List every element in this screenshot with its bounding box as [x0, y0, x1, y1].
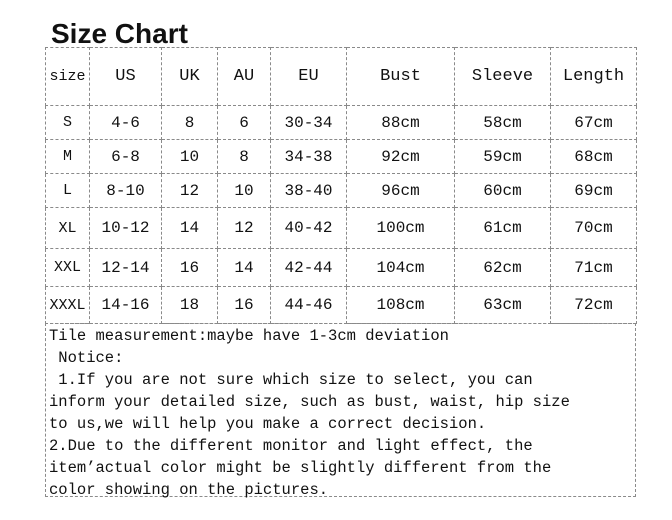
bust-cell: 108cm [347, 287, 455, 324]
bust-cell: 96cm [347, 174, 455, 208]
table-row [46, 106, 637, 140]
length-cell: 67cm [551, 106, 637, 140]
size-cell: XL [46, 208, 90, 249]
au-cell: 10 [218, 174, 271, 208]
column-header-bust: Bust [347, 48, 455, 106]
us-cell: 4-6 [90, 106, 162, 140]
au-cell: 6 [218, 106, 271, 140]
size-cell: XXXL [46, 287, 90, 324]
size-cell: M [46, 140, 90, 174]
au-cell: 12 [218, 208, 271, 249]
measurement-note: Tile measurement:maybe have 1-3cm deviation [49, 327, 449, 345]
uk-cell: 12 [162, 174, 218, 208]
sleeve-cell: 58cm [455, 106, 551, 140]
eu-cell: 42-44 [271, 249, 347, 287]
bust-cell: 92cm [347, 140, 455, 174]
table-row [46, 140, 637, 174]
eu-cell: 30-34 [271, 106, 347, 140]
notice-line: item’actual color might be slightly different from the [49, 459, 552, 477]
length-cell: 68cm [551, 140, 637, 174]
page-title: Size Chart [51, 18, 188, 49]
us-cell: 6-8 [90, 140, 162, 174]
sleeve-cell: 60cm [455, 174, 551, 208]
sleeve-cell: 59cm [455, 140, 551, 174]
uk-cell: 10 [162, 140, 218, 174]
size-chart-table [45, 47, 637, 324]
notice-line: 2.Due to the different monitor and light effect, the [49, 437, 533, 455]
size-cell: L [46, 174, 90, 208]
column-header-us: US [90, 48, 162, 106]
notice-heading: Notice: [49, 349, 124, 367]
column-header-length: Length [551, 48, 637, 106]
eu-cell: 44-46 [271, 287, 347, 324]
us-cell: 8-10 [90, 174, 162, 208]
us-cell: 10-12 [90, 208, 162, 249]
length-cell: 69cm [551, 174, 637, 208]
au-cell: 8 [218, 140, 271, 174]
size-cell: S [46, 106, 90, 140]
uk-cell: 14 [162, 208, 218, 249]
table-row [46, 174, 637, 208]
us-cell: 12-14 [90, 249, 162, 287]
eu-cell: 40-42 [271, 208, 347, 249]
uk-cell: 18 [162, 287, 218, 324]
sleeve-cell: 61cm [455, 208, 551, 249]
column-header-eu: EU [271, 48, 347, 106]
notes-box [45, 323, 636, 497]
column-header-size: size [46, 48, 90, 106]
bust-cell: 88cm [347, 106, 455, 140]
eu-cell: 34-38 [271, 140, 347, 174]
uk-cell: 8 [162, 106, 218, 140]
au-cell: 16 [218, 287, 271, 324]
column-header-au: AU [218, 48, 271, 106]
length-cell: 71cm [551, 249, 637, 287]
table-row [46, 287, 637, 324]
table-row [46, 249, 637, 287]
size-cell: XXL [46, 249, 90, 287]
au-cell: 14 [218, 249, 271, 287]
bust-cell: 100cm [347, 208, 455, 249]
column-header-uk: UK [162, 48, 218, 106]
uk-cell: 16 [162, 249, 218, 287]
length-cell: 70cm [551, 208, 637, 249]
length-cell: 72cm [551, 287, 637, 324]
table-row [46, 208, 637, 249]
bust-cell: 104cm [347, 249, 455, 287]
eu-cell: 38-40 [271, 174, 347, 208]
notice-line: inform your detailed size, such as bust, waist, hip size [49, 393, 570, 411]
notice-line: to us,we will help you make a correct decision. [49, 415, 487, 433]
notice-line: color showing on the pictures. [49, 481, 329, 499]
notice-line: 1.If you are not sure which size to select, you can [49, 371, 533, 389]
us-cell: 14-16 [90, 287, 162, 324]
column-header-sleeve: Sleeve [455, 48, 551, 106]
sleeve-cell: 63cm [455, 287, 551, 324]
table-header-row [46, 48, 637, 106]
sleeve-cell: 62cm [455, 249, 551, 287]
